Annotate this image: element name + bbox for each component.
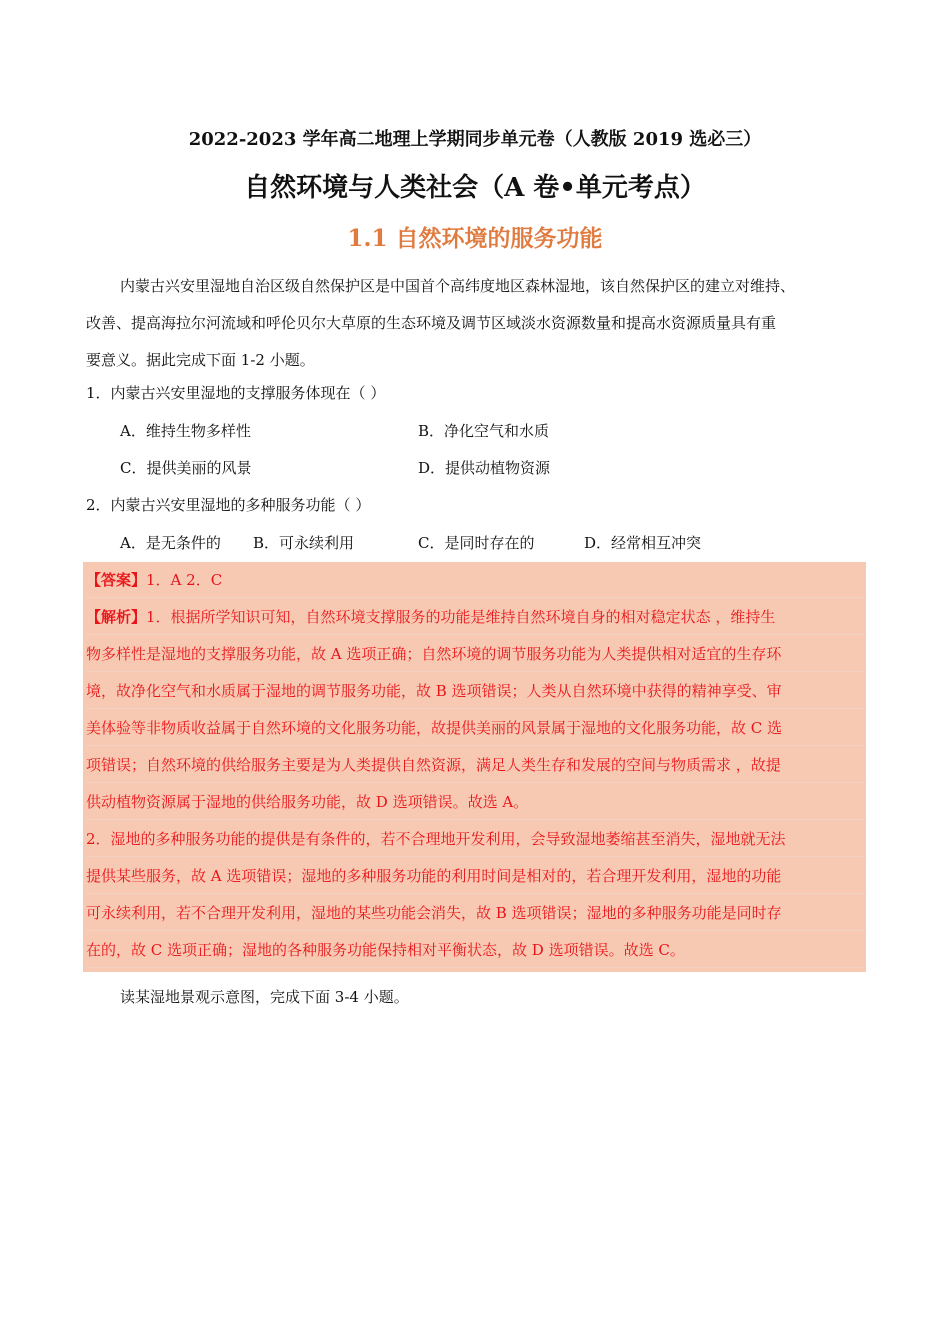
question-1-option-a: A．维持生物多样性	[120, 422, 251, 440]
analysis-line: 境，故净化空气和水质属于湿地的调节服务功能，故 B 选项错误；人类从自然环境中获得的精神享受、审	[86, 682, 782, 700]
analysis-line: 提供某些服务，故 A 选项错误；湿地的多种服务功能的利用时间是相对的，若合理开发利用，湿地的功能	[86, 867, 782, 885]
answer-line	[86, 562, 866, 599]
answer-content	[86, 562, 866, 972]
answer-text: 1．A 2．C	[146, 571, 223, 589]
analysis-line: 项错误；自然环境的供给服务主要是为人类提供自然资源，满足人类生存和发展的空间与物质需求 ，故提	[86, 756, 781, 774]
unit-title: 自然环境与人类社会（A 卷•单元考点）	[244, 173, 706, 203]
question-2-option-c: C．是同时存在的	[418, 534, 535, 552]
question-2-option-b: B．可永续利用	[253, 534, 355, 552]
answer-tag: 【答案】	[86, 571, 147, 589]
document-title: 2022-2023 学年高二地理上学期同步单元卷（人教版 2019 选必三）	[188, 129, 762, 150]
analysis-line: 供动植物资源属于湿地的供给服务功能，故 D 选项错误。故选 A。	[86, 793, 529, 811]
question-2-option-d: D．经常相互冲突	[584, 534, 702, 552]
analysis-line: 美体验等非物质收益属于自然环境的文化服务功能，故提供美丽的风景属于湿地的文化服务功能，故 C 选	[86, 719, 783, 737]
analysis-line: 【解析】1．根据所学知识可知，自然环境支撑服务的功能是维持自然环境自身的相对稳定状态 ，维持生	[86, 608, 776, 626]
intro-line: 内蒙古兴安里湿地自治区级自然保护区是中国首个高纬度地区森林湿地，该自然保护区的建立对维持、	[120, 277, 796, 295]
question-1-option-d: D．提供动植物资源	[418, 459, 551, 477]
intro-line: 要意义。据此完成下面 1-2 小题。	[86, 351, 315, 369]
analysis-line: 2．湿地的多种服务功能的提供是有条件的，若不合理地开发利用，会导致湿地萎缩甚至消失，湿地就无法	[86, 830, 786, 848]
analysis-tag: 【解析】	[86, 608, 147, 626]
question-1-option-c: C．提供美丽的风景	[120, 459, 252, 477]
intro-paragraph	[86, 268, 876, 379]
question-2-stem: 2．内蒙古兴安里湿地的多种服务功能（ ）	[86, 496, 371, 514]
next-prompt: 读某湿地景观示意图，完成下面 3-4 小题。	[120, 988, 409, 1006]
analysis-line: 物多样性是湿地的支撑服务功能，故 A 选项正确；自然环境的调节服务功能为人类提供相对适宜的生存环	[86, 645, 782, 663]
intro-line: 改善、提高海拉尔河流域和呼伦贝尔大草原的生态环境及调节区域淡水资源数量和提高水资源质量具有重	[86, 314, 777, 332]
section-title: 1.1 自然环境的服务功能	[347, 225, 603, 252]
analysis-line: 可永续利用，若不合理开发利用，湿地的某些功能会消失，故 B 选项错误；湿地的多种服务功能是同时存	[86, 904, 782, 922]
question-1-option-b: B．净化空气和水质	[418, 422, 550, 440]
question-2-option-a: A．是无条件的	[120, 534, 221, 552]
question-1-stem: 1．内蒙古兴安里湿地的支撑服务体现在（ ）	[86, 384, 386, 402]
analysis-line: 在的，故 C 选项正确；湿地的各种服务功能保持相对平衡状态，故 D 选项错误。故选 C。	[86, 941, 685, 959]
